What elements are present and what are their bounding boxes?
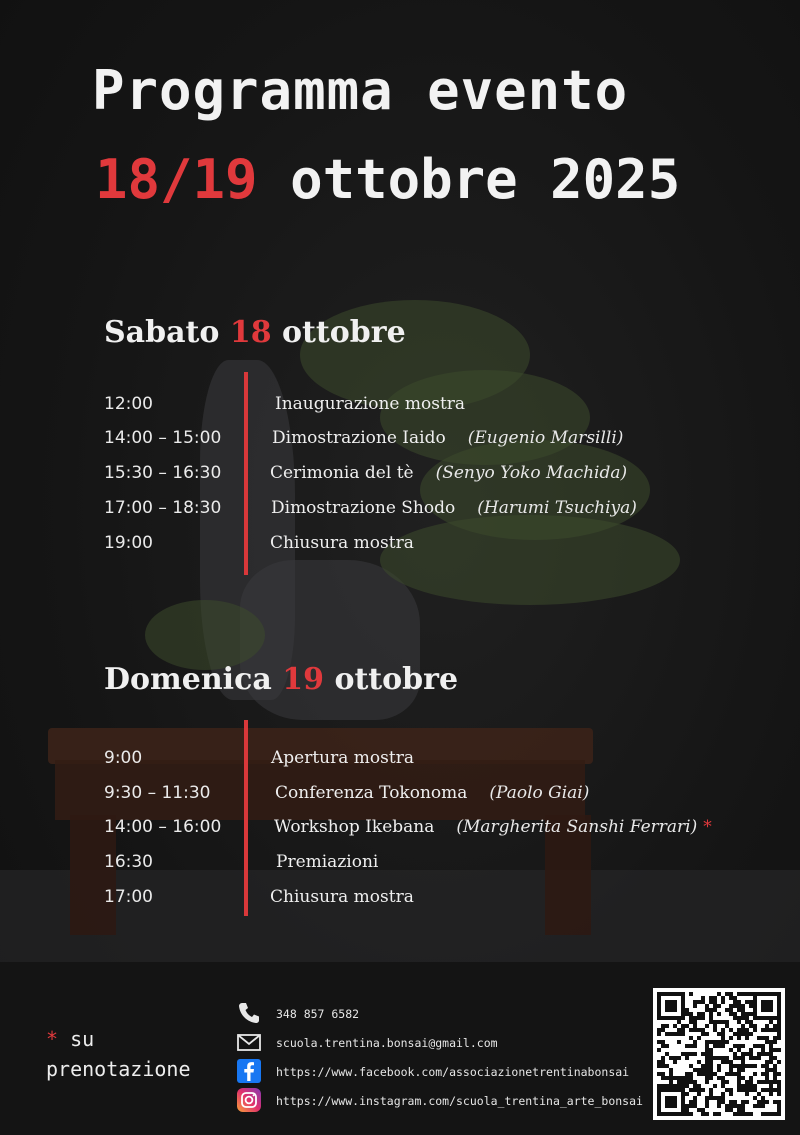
- event-activity: Workshop Ikebana: [274, 817, 435, 837]
- day2-heading: [104, 662, 458, 697]
- mail-icon: [236, 1029, 262, 1055]
- facebook-url: https://www.facebook.com/associazionetrentinabonsai: [276, 1065, 630, 1079]
- schedule-row: [0, 783, 800, 813]
- event-person: (Paolo Giai): [489, 783, 590, 803]
- schedule-row: [0, 817, 800, 847]
- event-time: 17:00: [104, 887, 153, 907]
- schedule-row: [0, 533, 800, 563]
- day1-heading: [104, 315, 406, 350]
- schedule-row: [0, 887, 800, 917]
- event-time: 19:00: [104, 533, 153, 553]
- day2-label: Domenica: [104, 662, 272, 697]
- event-time: 14:00 – 16:00: [104, 817, 222, 837]
- qr-code[interactable]: [653, 988, 785, 1120]
- day2-month: ottobre: [334, 662, 459, 697]
- event-activity: Dimostrazione Shodo: [271, 498, 456, 518]
- event-time: 15:30 – 16:30: [104, 463, 222, 483]
- phone-icon: [236, 1000, 262, 1026]
- contact-phone[interactable]: [236, 1000, 656, 1026]
- event-activity: Inaugurazione mostra: [275, 394, 466, 414]
- booking-footnote: [46, 1024, 191, 1084]
- day1-number: 18: [229, 315, 272, 350]
- event-time: 14:00 – 15:00: [104, 428, 222, 448]
- event-activity: Dimostrazione Iaido: [272, 428, 446, 448]
- event-activity: Chiusura mostra: [270, 533, 414, 553]
- schedule-row: [0, 394, 800, 424]
- instagram-url: https://www.instagram.com/scuola_trentina_arte_bonsai: [276, 1094, 643, 1108]
- event-activity: Chiusura mostra: [270, 887, 414, 907]
- event-activity: Cerimonia del tè: [270, 463, 414, 483]
- event-time: 9:00: [104, 748, 143, 768]
- event-time: 9:30 – 11:30: [104, 783, 211, 803]
- event-days: 18/19: [95, 148, 258, 211]
- day2-number: 19: [282, 662, 324, 697]
- event-activity: Conferenza Tokonoma: [275, 783, 468, 803]
- footnote-line2: prenotazione: [46, 1057, 191, 1081]
- schedule-row: [0, 852, 800, 882]
- day1-month: ottobre: [282, 315, 406, 350]
- schedule-row: [0, 428, 800, 458]
- footnote-star: *: [46, 1027, 59, 1051]
- event-person: (Margherita Sanshi Ferrari): [456, 817, 698, 837]
- event-person: (Senyo Yoko Machida): [435, 463, 628, 483]
- email-address: scuola.trentina.bonsai@gmail.com: [276, 1036, 498, 1050]
- day1-label: Sabato: [104, 315, 220, 350]
- footnote-line1: su: [70, 1027, 95, 1051]
- contact-instagram[interactable]: [236, 1087, 656, 1113]
- event-activity: Premiazioni: [276, 852, 379, 872]
- facebook-icon: [236, 1058, 262, 1084]
- event-activity: Apertura mostra: [271, 748, 414, 768]
- event-month-year: ottobre 2025: [290, 148, 681, 211]
- event-time: 12:00: [104, 394, 153, 414]
- page-title: Programma evento: [92, 59, 629, 122]
- schedule-row: [0, 463, 800, 493]
- contact-facebook[interactable]: [236, 1058, 656, 1084]
- event-time: 16:30: [104, 852, 153, 872]
- event-dates: [95, 148, 680, 212]
- contact-email[interactable]: [236, 1029, 656, 1055]
- event-time: 17:00 – 18:30: [104, 498, 222, 518]
- phone-number: 348 857 6582: [276, 1007, 360, 1021]
- event-person: (Eugenio Marsilli): [467, 428, 624, 448]
- schedule-row: [0, 748, 800, 778]
- schedule-row: [0, 498, 800, 528]
- event-person: (Harumi Tsuchiya): [477, 498, 637, 518]
- instagram-icon: [236, 1087, 262, 1113]
- booking-star: *: [703, 817, 712, 837]
